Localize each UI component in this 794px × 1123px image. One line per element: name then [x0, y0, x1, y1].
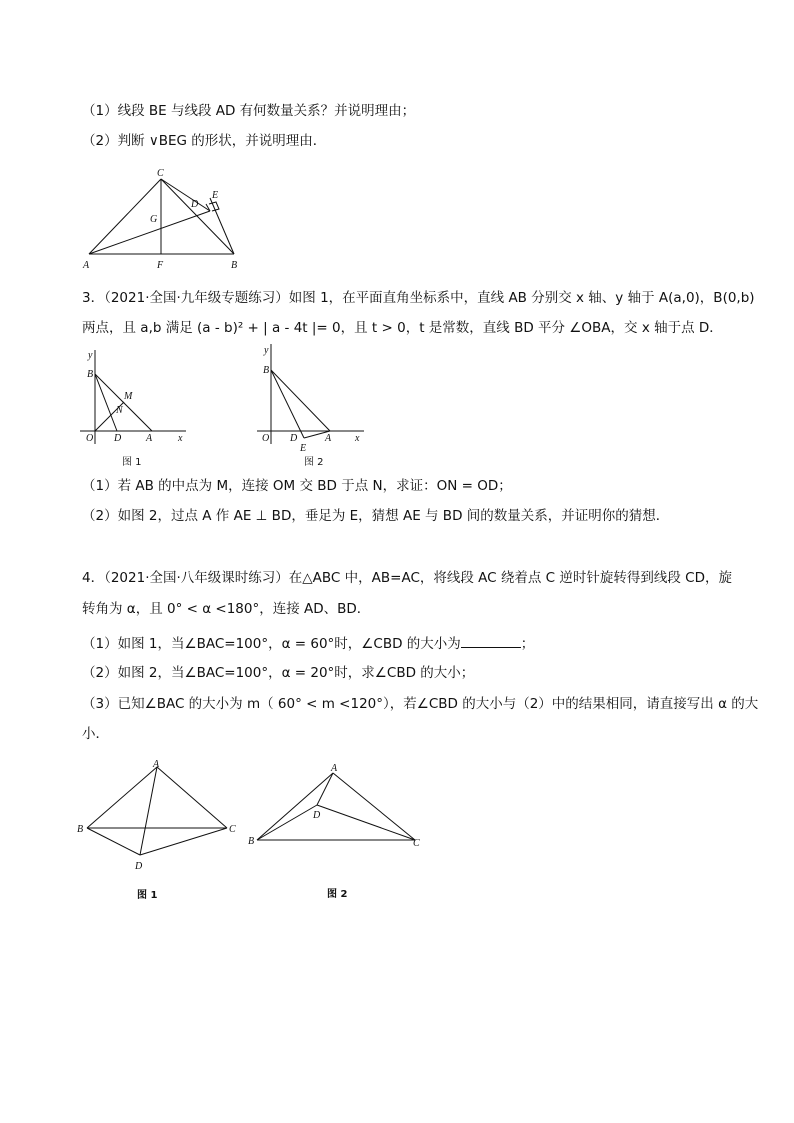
q2-label-A: A: [83, 260, 90, 271]
q3-fig1-label-N: N: [116, 405, 123, 416]
q4-fig2-label-A: A: [331, 763, 338, 774]
q4-fig2-label-C: C: [413, 838, 420, 849]
q3-part1: （1）若 AB 的中点为 M，连接 OM 交 BD 于点 N，求证：ON = OD；: [82, 478, 512, 494]
q3-fig2-caption: 图 2: [304, 457, 324, 468]
q3-fig1-label-M: M: [124, 391, 133, 402]
q3-fig1-label-B: B: [87, 369, 94, 380]
q3-fig2-label-O: O: [262, 433, 270, 444]
q2-part1: （1）线段 BE 与线段 AD 有何数量关系？并说明理由；: [82, 103, 416, 119]
q3-fig2-label-A: A: [325, 433, 332, 444]
q4-fig2-label-B: B: [248, 836, 255, 847]
q2-label-F: F: [157, 260, 164, 271]
q3-part2: （2）如图 2，过点 A 作 AE ⊥ BD，垂足为 E，猜想 AE 与 BD 间的数量关系，并证明你的猜想．: [82, 508, 670, 524]
q3-fig2-label-B: B: [263, 365, 270, 376]
q4-fig1-label-D: D: [135, 861, 143, 872]
q4-fig1-label-C: C: [229, 824, 236, 835]
q4-fig1-label-A: A: [153, 759, 160, 770]
q4-fig2-caption: 图 2: [327, 889, 348, 900]
q3-fig2-label-D: D: [290, 433, 298, 444]
q3-fig2-label-x: x: [355, 433, 360, 444]
q4-fig1-label-B: B: [77, 824, 84, 835]
q3-fig2-label-y: y: [264, 345, 269, 356]
q3-fig1-label-O: O: [86, 433, 94, 444]
q4-part3-cont: 小．: [82, 726, 109, 742]
q3-fig2-label-E: E: [300, 443, 307, 454]
q2-part2: （2）判断 ∨BEG 的形状，并说明理由．: [82, 133, 327, 149]
q2-label-C: C: [157, 168, 164, 179]
q4-part3: （3）已知∠BAC 的大小为 m（ 60° < m <120°），若∠CBD 的大小与（2）中的结果相同，请直接写出 α 的大: [82, 696, 759, 712]
q3-fig1-label-A: A: [146, 433, 153, 444]
q3-fig1-label-D: D: [114, 433, 122, 444]
q3-fig1-caption: 图 1: [122, 457, 142, 468]
q3-fig1-label-x: x: [178, 433, 183, 444]
q3-line1: 3．（2021·全国·九年级专题练习）如图 1，在平面直角坐标系中，直线 AB 分别交 x 轴、y 轴于 A(a,0)，B(0,b): [82, 290, 755, 306]
q4-line1: 4．（2021·全国·八年级课时练习）在△ABC 中，AB=AC，将线段 AC 绕着点 C 逆时针旋转得到线段 CD，旋: [82, 570, 732, 586]
q4-part2: （2）如图 2，当∠BAC=100°，α = 20°时，求∠CBD 的大小；: [82, 665, 475, 681]
q2-label-G: G: [150, 214, 158, 225]
q2-label-E: E: [212, 190, 219, 201]
q4-line2: 转角为 α，且 0° < α <180°，连接 AD、BD．: [82, 601, 371, 617]
q4-fig1-caption: 图 1: [137, 890, 158, 901]
q3-line2: 两点，且 a,b 满足 (a - b)² + | a - 4t |= 0，且 t > 0，t 是常数，直线 BD 平分 ∠OBA，交 x 轴于点 D．: [82, 320, 723, 336]
q3-fig1-label-y: y: [88, 350, 93, 361]
q4-part1-end: ；: [520, 636, 535, 652]
q4-part1-text: （1）如图 1，当∠BAC=100°，α = 60°时，∠CBD 的大小为: [82, 636, 461, 652]
q2-label-B: B: [231, 260, 238, 271]
q4-fig2-label-D: D: [313, 810, 321, 821]
q2-label-D: D: [191, 199, 199, 210]
